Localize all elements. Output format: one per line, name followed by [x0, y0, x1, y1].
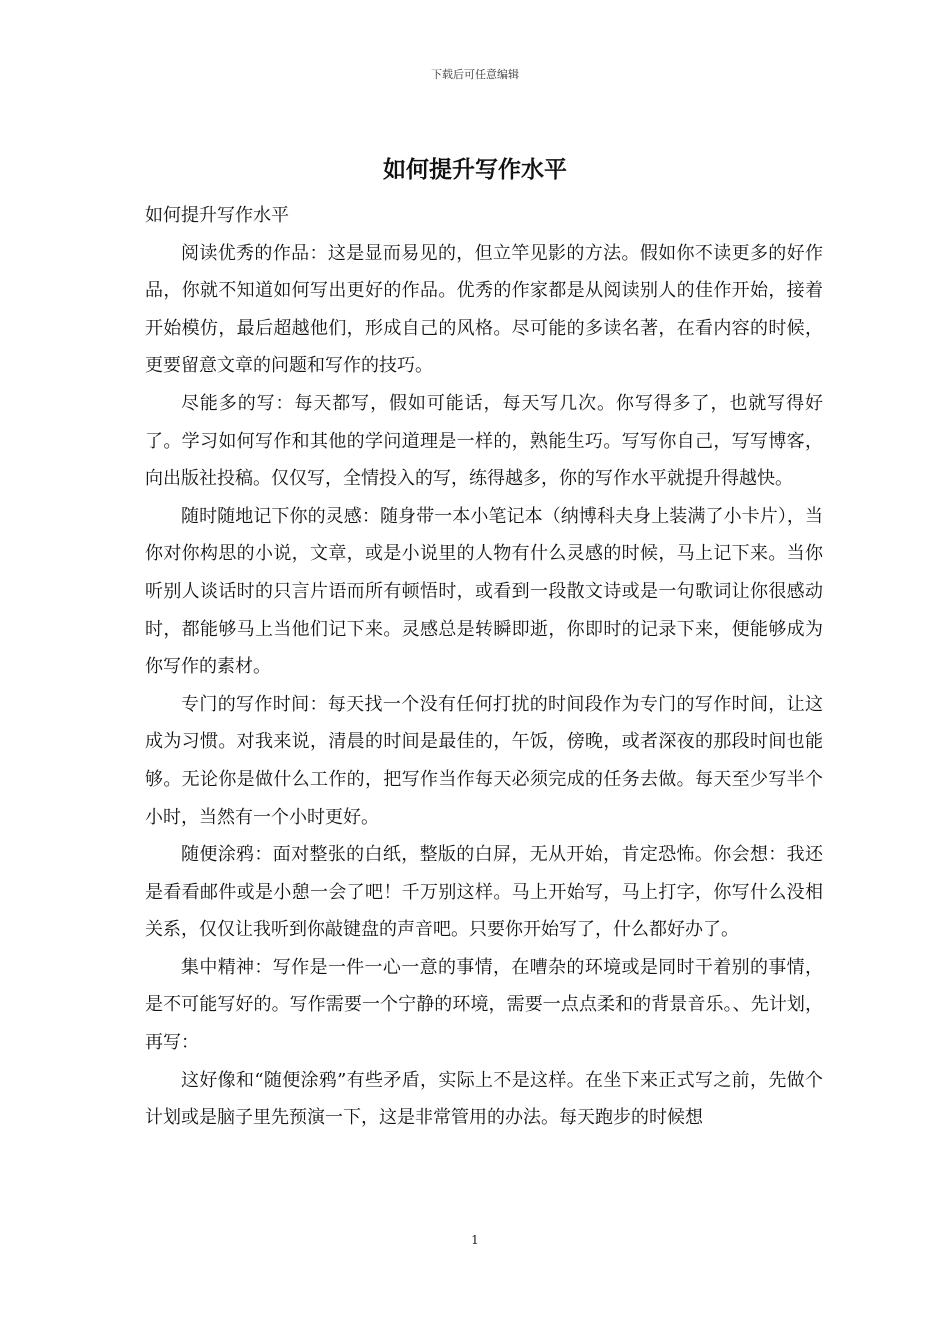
paragraph-focus: 集中精神：写作是一件一心一意的事情，在嘈杂的环境或是同时干着别的事情，是不可能写好的。写作需要一个宁静的环境，需要一点点柔和的背景音乐。、先计划，再写：	[145, 956, 823, 1054]
paragraph-inspiration: 随时随地记下你的灵感：随身带一本小笔记本（纳博科夫身上装满了小卡片），当你对你构思的小说，文章，或是小说里的人物有什么灵感的时候，马上记下来。当你听别人谈话时的只言片语而所有顿悟时，或看到一段散文诗或是一句歌词让你很感动时，都能够马上当他们记下来。灵感总是转瞬即逝，你即时的记录下来，便能够成为你写作的素材。	[145, 505, 823, 678]
paragraph-write-more: 尽能多的写：每天都写，假如可能话，每天写几次。你写得多了，也就写得好了。学习如何写作和其他的学问道理是一样的，熟能生巧。写写你自己，写写博客，向出版社投稿。仅仅写，全情投入的写，练得越多，你的写作水平就提升得越快。	[145, 392, 823, 490]
document-body	[145, 197, 823, 1137]
page-number: 1	[471, 1233, 479, 1247]
paragraph-reading: 阅读优秀的作品：这是显而易见的，但立竿见影的方法。假如你不读更多的好作品，你就不知道如何写出更好的作品。优秀的作家都是从阅读别人的佳作开始，接着开始模仿，最后超越他们，形成自己的风格。尽可能的多读名著，在看内容的时候，更要留意文章的问题和写作的技巧。	[145, 242, 823, 377]
paragraph-writing-time: 专门的写作时间：每天找一个没有任何打扰的时间段作为专门的写作时间，让这成为习惯。对我来说，清晨的时间是最佳的，午饭，傍晚，或者深夜的那段时间也能够。无论你是做什么工作的，把写作当作每天必须完成的任务去做。每天至少写半个小时，当然有一个小时更好。	[145, 693, 823, 828]
document-title: 如何提升写作水平	[383, 156, 567, 183]
header-note: 下载后可任意编辑	[431, 68, 519, 81]
document-subtitle: 如何提升写作水平	[145, 205, 289, 226]
paragraph-plan: 这好像和“随便涂鸦”有些矛盾，实际上不是这样。在坐下来正式写之前，先做个计划或是脑子里先预演一下，这是非常管用的办法。每天跑步的时候想	[145, 1069, 823, 1129]
paragraph-scribble: 随便涂鸦：面对整张的白纸，整版的白屏，无从开始，肯定恐怖。你会想：我还是看看邮件或是小憩一会了吧！千万别这样。马上开始写，马上打字，你写什么没相关系，仅仅让我听到你敲键盘的声音吧。只要你开始写了，什么都好办了。	[145, 844, 823, 941]
